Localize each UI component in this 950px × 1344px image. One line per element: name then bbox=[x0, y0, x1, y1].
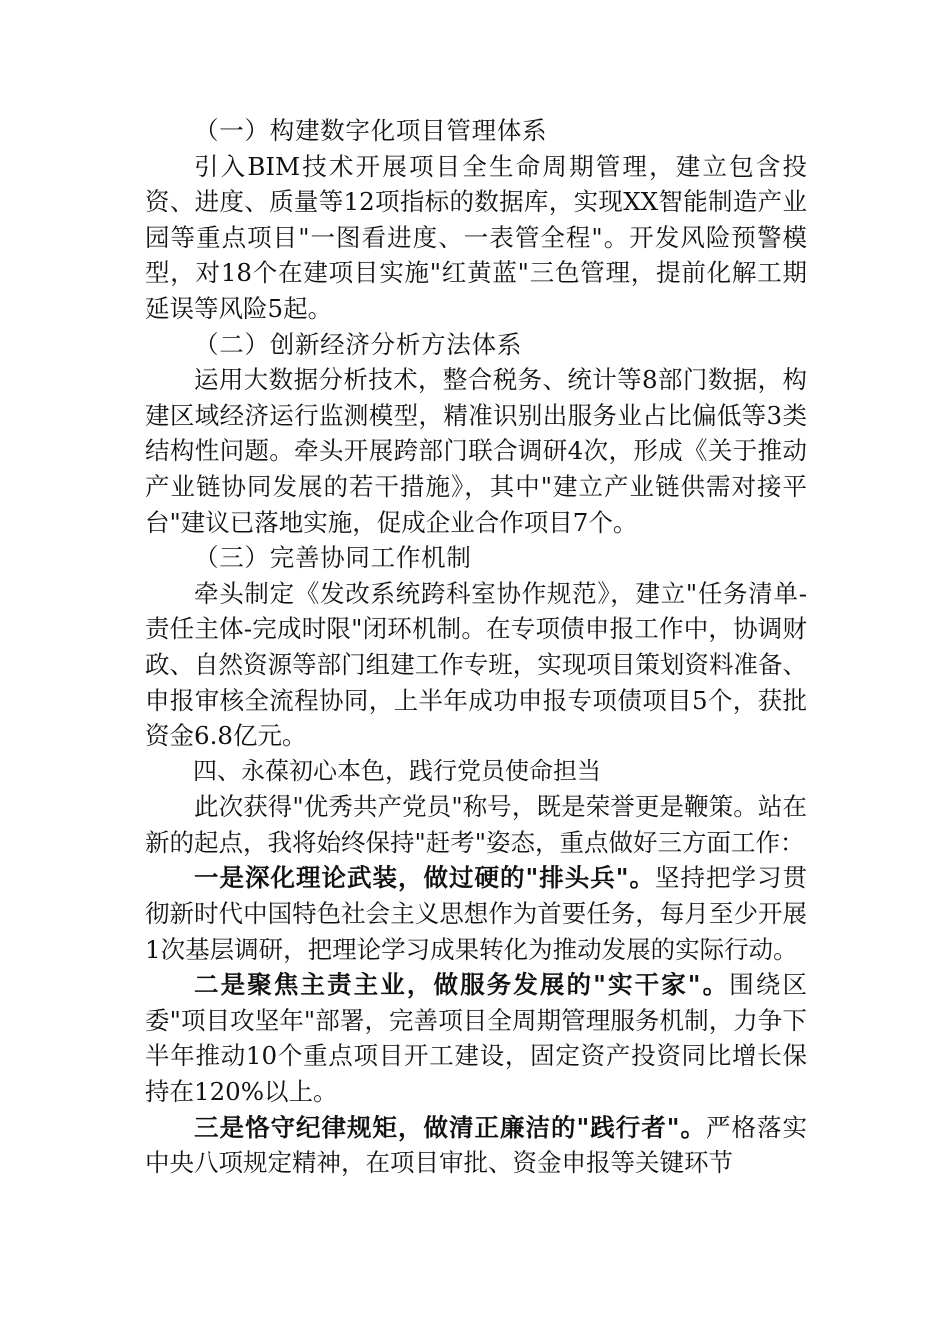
paragraph-economic-analysis: 运用大数据分析技术，整合税务、统计等8部门数据，构建区域经济运行监测模型，精准识别出服务业占比偏低等3类结构性问题。牵头开展跨部门联合调研4次，形成《关于推动产业链协同发展的若干措施》，其中"建立产业链供需对接平台"建议已落地实施，促成企业合作项目7个。 bbox=[145, 365, 807, 537]
section-heading-party-mission: 四、永葆初心本色，践行党员使命担当 bbox=[193, 756, 601, 785]
item-lead-theory: 一是深化理论武装，做过硬的"排头兵"。 bbox=[194, 863, 656, 893]
subsection-title-digital-project-management: （一）构建数字化项目管理体系 bbox=[194, 116, 548, 145]
paragraph-collaboration-mechanism: 牵头制定《发改系统跨科室协作规范》，建立"任务清单-责任主体-完成时限"闭环机制。在专项债申报工作中，协调财政、自然资源等部门组建工作专班，实现项目策划资料准备、申报审核全流程协同，上半年成功申报专项债项目5个，获批资金6.8亿元。 bbox=[145, 578, 807, 751]
paragraph-item-theory bbox=[145, 860, 807, 967]
paragraph-digital-project-management: 引入BIM技术开展项目全生命周期管理，建立包含投资、进度、质量等12项指标的数据库，实现XX智能制造产业园等重点项目"一图看进度、一表管全程"。开发风险预警模型，对18个在建项目实施"红黄蓝"三色管理，提前化解工期延误等风险5起。 bbox=[145, 151, 807, 323]
paragraph-intro: 此次获得"优秀共产党员"称号，既是荣誉更是鞭策。站在新的起点，我将始终保持"赶考"姿态，重点做好三方面工作： bbox=[145, 792, 807, 857]
item-lead-discipline: 三是恪守纪律规矩，做清正廉洁的"践行者"。 bbox=[194, 1112, 706, 1142]
item-text-duty: 围绕区委"项目攻坚年"部署，完善项目全周期管理服务机制，力争下半年推动10个重点项目开工建设，固定资产投资同比增长保持在120%以上。 bbox=[145, 970, 807, 1107]
subsection-title-collaboration-mechanism: （三）完善协同工作机制 bbox=[194, 543, 472, 573]
item-lead-duty: 二是聚焦主责主业，做服务发展的"实干家"。 bbox=[194, 970, 730, 1000]
subsection-title-economic-analysis: （二）创新经济分析方法体系 bbox=[194, 329, 523, 359]
paragraph-item-duty bbox=[145, 967, 807, 1109]
paragraph-item-discipline bbox=[145, 1110, 807, 1181]
item-text-theory: 坚持把学习贯彻新时代中国特色社会主义思想作为首要任务，每月至少开展1次基层调研，把理论学习成果转化为推动发展的实际行动。 bbox=[145, 863, 808, 964]
document-page bbox=[145, 113, 807, 1181]
item-text-discipline: 严格落实中央八项规定精神，在项目审批、资金申报等关键环节 bbox=[145, 1112, 807, 1178]
